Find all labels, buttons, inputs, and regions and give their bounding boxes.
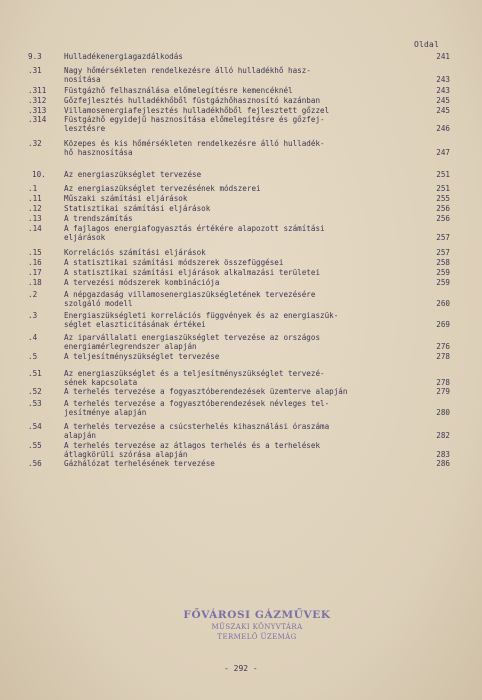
toc-entry-title-line: A teljesítményszükséglet tervezése xyxy=(64,352,220,361)
toc-entry-title-line: Nagy hőmérsékleten rendelkezésre álló hulladékhő hasz- xyxy=(64,66,311,75)
toc-entry-number: 10. xyxy=(32,170,46,179)
stamp-line-3: TERMELŐ ÜZEMÁG xyxy=(217,633,297,641)
toc-entry-number: .3 xyxy=(28,311,38,320)
toc-entry-page: 245 xyxy=(436,96,450,105)
toc-entry-title xyxy=(64,459,215,468)
toc-entry-title-line: átlagkörüli szórása alapján xyxy=(64,450,188,460)
toc-entry-title xyxy=(64,66,311,85)
toc-entry-title-line: A tervezési módszerek kombinációja xyxy=(64,278,220,287)
toc-entry-page: 243 xyxy=(436,86,450,95)
toc-entry-number: .54 xyxy=(28,422,42,431)
toc-entry-title xyxy=(64,96,320,105)
toc-entry-title-line: hő hasznosítása xyxy=(64,148,133,158)
toc-entry-title-line: Füstgázhő egyidejű hasznosítása előmelegítésre és gőzfej- xyxy=(64,115,325,124)
toc-entry-page: 247 xyxy=(436,148,450,158)
toc-entry-number: .17 xyxy=(28,268,42,277)
toc-entry-title xyxy=(64,352,219,361)
toc-entry-title-line: A terhelés tervezése az átlagos terhelés és a terhelések xyxy=(64,441,321,450)
toc-entry-title xyxy=(64,194,187,203)
toc-entry-title-line: Villamosenergiafejlesztés hulladékhőből fejlesztett gőzzel xyxy=(64,106,330,115)
toc-entry-page: 269 xyxy=(436,320,450,330)
toc-entry-number: .14 xyxy=(28,224,42,233)
toc-entry-number: .314 xyxy=(28,115,47,124)
toc-entry-number: .12 xyxy=(28,204,42,213)
toc-entry-number: .31 xyxy=(28,66,42,75)
toc-entry-page: 255 xyxy=(436,194,450,203)
toc-entry-title-line: séglet elaszticitásának értékei xyxy=(64,320,206,330)
toc-entry-title xyxy=(64,399,329,418)
toc-entry-title-line: Füstgázhő felhasználása előmelegítésre kemencéknél xyxy=(64,86,293,95)
toc-entry-title xyxy=(64,278,219,287)
toc-entry-title-line: Az energiaszükséglet tervezése xyxy=(64,170,202,179)
toc-entry-title xyxy=(64,268,320,277)
toc-entry-page: 282 xyxy=(436,431,450,441)
toc-entry-number: .51 xyxy=(28,369,42,378)
toc-entry-title xyxy=(64,387,347,396)
toc-entry-title-line: A terhelés tervezése a fogyasztóberendezések névleges tel- xyxy=(64,399,330,408)
toc-entry-page: 257 xyxy=(436,248,450,257)
toc-entry-page: 259 xyxy=(436,268,450,277)
toc-entry-page: 251 xyxy=(436,184,450,193)
library-stamp xyxy=(182,609,332,641)
toc-entry-number: 9.3 xyxy=(28,52,42,61)
toc-entry-title-line: Az energiaszükséglet tervezésének módszerei xyxy=(64,184,261,193)
toc-entry-title xyxy=(64,115,325,134)
toc-entry-title-line: szolgáló modell xyxy=(64,299,133,309)
toc-entry-title-line: Statisztikai számítási eljárások xyxy=(64,204,211,213)
toc-entry-title xyxy=(64,170,201,179)
toc-entry-title-line: Műszaki számítási eljárások xyxy=(64,194,188,203)
toc-entry-title-line: Energiaszükségleti korrelációs függvények és az energiaszük- xyxy=(64,311,339,320)
toc-entry-page: 276 xyxy=(436,342,450,352)
toc-entry-number: .13 xyxy=(28,214,42,223)
toc-entry-title xyxy=(64,214,133,223)
toc-entry-title xyxy=(64,139,325,158)
toc-entry-title-line: sének kapcsolata xyxy=(64,378,138,388)
toc-entry-title xyxy=(64,224,325,243)
toc-entry-title-line: A terhelés tervezése a fogyasztóberendezések üzemterve alapján xyxy=(64,387,348,396)
toc-entry-page: 245 xyxy=(436,106,450,115)
toc-entry-page: 258 xyxy=(436,258,450,267)
stamp-line-2: MŰSZAKI KÖNYVTÁRA xyxy=(211,623,303,631)
toc-entry-title-line: A statisztikai számítási módszerek összefüggései xyxy=(64,258,284,267)
toc-entry-number: .56 xyxy=(28,459,42,468)
toc-entry-page: 259 xyxy=(436,278,450,287)
toc-entry-title-line: A trendszámítás xyxy=(64,214,133,223)
toc-entry-title xyxy=(64,441,320,460)
toc-entry-number: .311 xyxy=(28,86,47,95)
toc-entry-title-line: jesítménye alapján xyxy=(64,408,147,418)
toc-entry-page: 257 xyxy=(436,233,450,243)
toc-entry-number: .312 xyxy=(28,96,47,105)
toc-entry-number: .32 xyxy=(28,139,42,148)
toc-entry-title-line: A terhelés tervezése a csúcsterhelés kihasználási óraszáma xyxy=(64,422,330,431)
toc-entry-title-line: energiamérlegrendszer alapján xyxy=(64,342,197,352)
toc-entry-page: 256 xyxy=(436,204,450,213)
toc-entry-number: .2 xyxy=(28,290,38,299)
toc-entry-title xyxy=(64,106,329,115)
toc-entry-title xyxy=(64,369,325,388)
toc-entry-title-line: lesztésre xyxy=(64,124,106,134)
toc-entry-title xyxy=(64,52,183,61)
toc-entry-number: .11 xyxy=(28,194,42,203)
toc-entry-page: 251 xyxy=(436,170,450,179)
toc-entry-number: .4 xyxy=(28,333,38,342)
toc-entry-title-line: Korrelációs számítási eljárások xyxy=(64,248,206,257)
toc-entry-page: 246 xyxy=(436,124,450,134)
toc-entry-number: .55 xyxy=(28,441,42,450)
toc-entry-title-line: eljárások xyxy=(64,233,106,243)
toc-entry-title xyxy=(64,258,283,267)
toc-entry-page: 256 xyxy=(436,214,450,223)
toc-entry-title xyxy=(64,184,261,193)
toc-entry-title xyxy=(64,311,338,330)
toc-entry-title-line: alapján xyxy=(64,431,97,441)
toc-entry-title xyxy=(64,86,293,95)
toc-entry-title xyxy=(64,333,320,352)
stamp-line-1: FŐVÁROSI GÁZMŰVEK xyxy=(183,609,331,621)
toc-entry-title xyxy=(64,422,329,441)
toc-entry-number: .15 xyxy=(28,248,42,257)
toc-entry-page: 279 xyxy=(436,387,450,396)
toc-entry-number: .1 xyxy=(28,184,38,193)
toc-entry-number: .52 xyxy=(28,387,42,396)
page-number: - 292 - xyxy=(224,664,258,673)
toc-entry-page: 241 xyxy=(436,52,450,61)
toc-entry-page: 260 xyxy=(436,299,450,309)
toc-entry-number: .53 xyxy=(28,399,42,408)
toc-entry-page: 243 xyxy=(436,75,450,85)
toc-entry-number: .5 xyxy=(28,352,38,361)
toc-entry-title-line: Hulladékenergiagazdálkodás xyxy=(64,52,183,61)
toc-entry-number: .313 xyxy=(28,106,47,115)
toc-entry-number: .18 xyxy=(28,278,42,287)
toc-entry-page: 280 xyxy=(436,408,450,418)
page-column-header: Oldal xyxy=(414,40,440,49)
toc-entry-title-line: A fajlagos energiafogyasztás értékére alapozott számítási xyxy=(64,224,325,233)
toc-entry-page: 283 xyxy=(436,450,450,460)
toc-entry-page: 286 xyxy=(436,459,450,468)
toc-entry-title-line: A népgazdaság villamosenergiaszükségletének tervezésére xyxy=(64,290,316,299)
toc-entry-title-line: Gőzfejlesztés hulladékhőből füstgázhőhasznosító kazánban xyxy=(64,96,321,105)
toc-entry-title-line: A statisztikai számítási eljárások alkalmazási területei xyxy=(64,268,321,277)
toc-entry-page: 278 xyxy=(436,352,450,361)
toc-entry-number: .16 xyxy=(28,258,42,267)
toc-entry-title-line: Az iparvállalati energiaszükséglet tervezése az országos xyxy=(64,333,321,342)
toc-entry-title-line: Gázhálózat terhelésének tervezése xyxy=(64,459,215,468)
toc-entry-title xyxy=(64,290,315,309)
toc-entry-title-line: Az energiaszükséglet és a teljesítményszükséglet tervezé- xyxy=(64,369,325,378)
toc-entry-page: 278 xyxy=(436,378,450,388)
toc-entry-title-line: Közepes és kis hőmérsékleten rendelkezésre álló hulladék- xyxy=(64,139,325,148)
toc-entry-title xyxy=(64,204,210,213)
toc-entry-title xyxy=(64,248,206,257)
toc-entry-title-line: nosítása xyxy=(64,75,101,85)
